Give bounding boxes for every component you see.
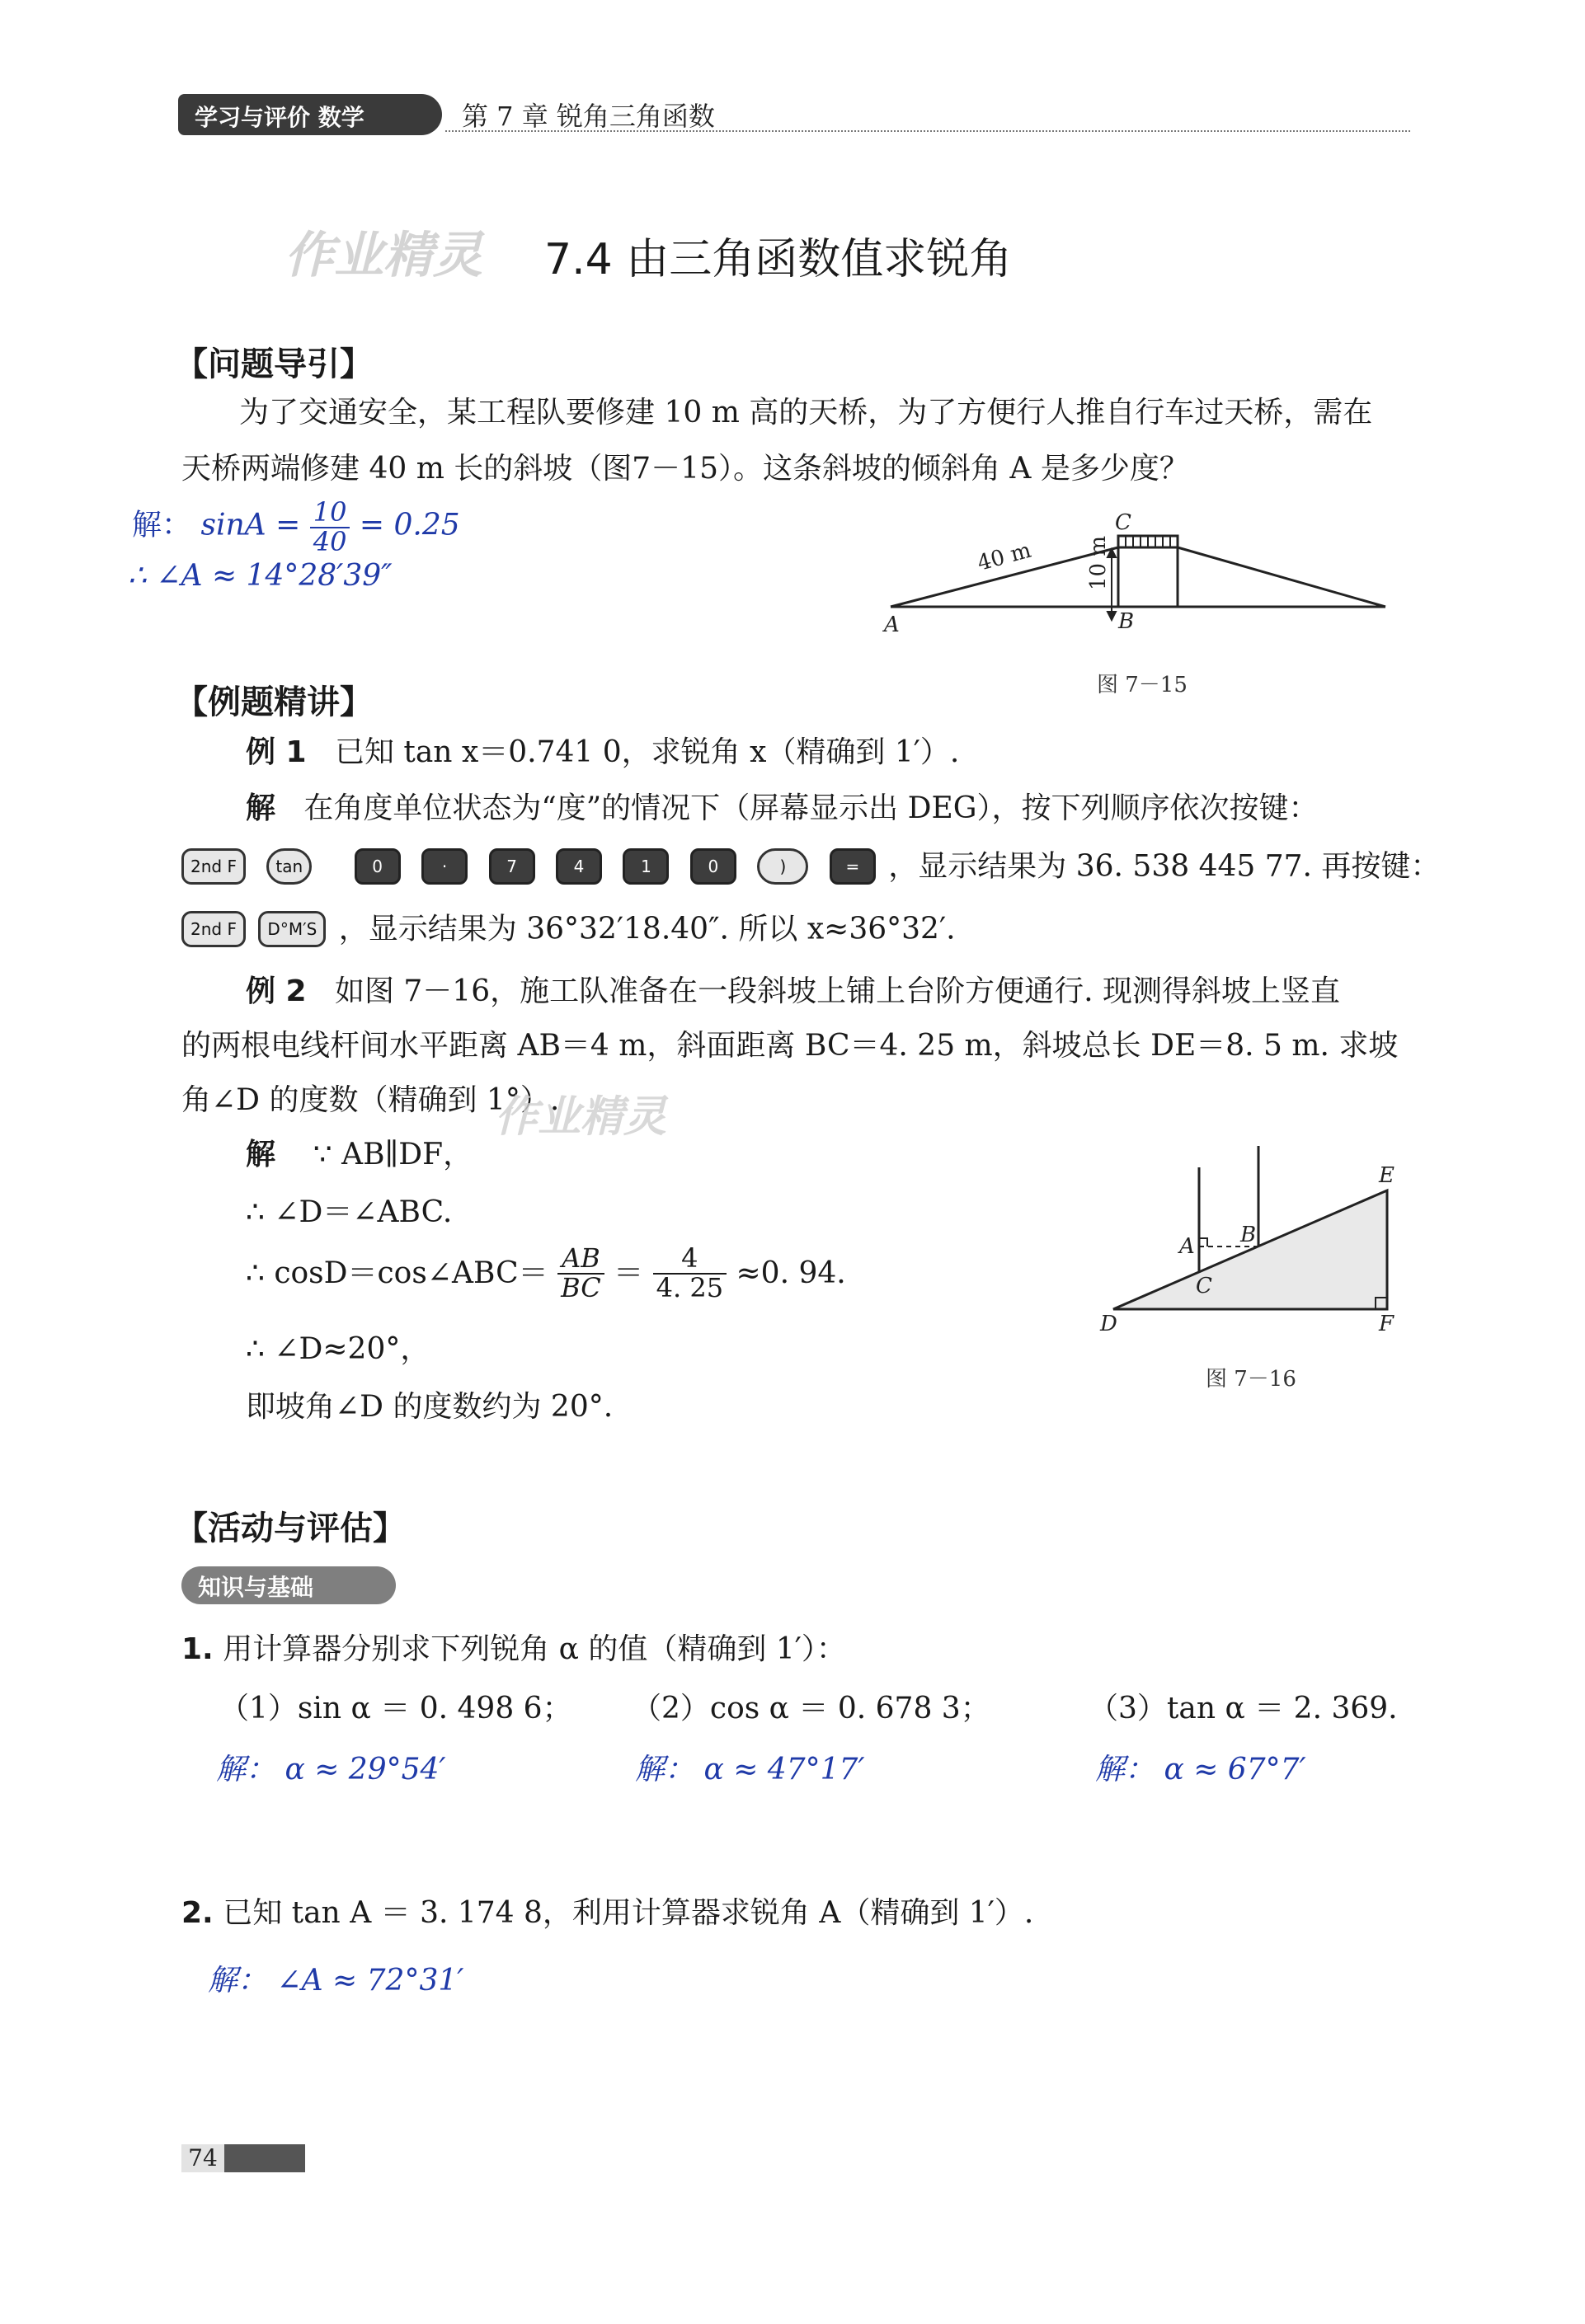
label-c: C — [1115, 510, 1131, 535]
key-0: 0 — [355, 848, 401, 885]
key-4: 4 — [556, 848, 602, 885]
question-2-answer: 解： ∠A ≈ 72°31′ — [208, 1964, 464, 1998]
section-heading-activity: 【活动与评估】 — [175, 1509, 406, 1547]
section-title: 7.4 由三角函数值求锐角 — [544, 235, 1013, 284]
label-f: F — [1379, 1312, 1395, 1336]
right-slope — [1178, 547, 1385, 607]
problem-line-1: 为了交通安全，某工程队要修建 10 m 高的天桥，为了方便行人推自行车过天桥，需在 — [239, 396, 1373, 430]
header-badge — [178, 94, 442, 135]
figure-7-15 — [874, 505, 1402, 653]
answer-fraction — [310, 496, 350, 557]
question-2-number: 2. — [181, 1896, 214, 1930]
label-d: D — [1100, 1312, 1117, 1336]
basic-badge-text: 知识与基础 — [198, 1574, 314, 1601]
solution-step-5: 即坡角∠D 的度数约为 20°. — [246, 1390, 614, 1424]
figure-7-16 — [1089, 1146, 1418, 1344]
key-7: 7 — [489, 848, 535, 885]
key-2ndf: 2nd F — [181, 848, 246, 885]
key-tan: tan — [266, 848, 312, 885]
page-number: 74 — [181, 2144, 224, 2172]
key-close-paren: ) — [757, 848, 808, 885]
answer-angle-a: ∴ ∠A ≈ 14°28′39″ — [128, 559, 393, 593]
problem-line-2: 天桥两端修建 40 m 长的斜坡（图7－15）。这条斜坡的倾斜角 A 是多少度？ — [181, 452, 1189, 486]
fraction-4: 4 — [653, 1245, 727, 1275]
header-rule — [445, 130, 1410, 132]
example-1-solution-label: 解 — [246, 791, 276, 825]
label-a: A — [1179, 1234, 1195, 1259]
fraction-numerator: 10 — [310, 499, 350, 528]
label-c: C — [1196, 1274, 1212, 1298]
solution-step-4: ∴ ∠D≈20°， — [246, 1332, 430, 1366]
fraction-ab: AB — [557, 1245, 604, 1275]
body-watermark: 作业精灵 — [495, 1092, 667, 1142]
label-b: B — [1118, 609, 1135, 634]
solution-step-3-pre: ∴ cosD＝cos∠ABC＝ — [246, 1256, 548, 1291]
fraction-denominator: 40 — [313, 525, 347, 557]
solution-step-1: ∵ AB∥DF， — [313, 1138, 473, 1171]
key-0-second: 0 — [690, 848, 736, 885]
question-1-answer-1: 解： α ≈ 29°54′ — [216, 1753, 446, 1786]
figure-7-16-caption: 图 7－16 — [1206, 1367, 1296, 1392]
answer-prefix: 解： — [132, 508, 192, 542]
example-2-label: 例 2 — [246, 974, 307, 1008]
slope-triangle — [1113, 1190, 1387, 1309]
section-heading-example: 【例题精讲】 — [175, 683, 373, 721]
figure-7-15-caption: 图 7－15 — [1097, 673, 1188, 697]
question-1-answer-2: 解： α ≈ 47°17′ — [635, 1753, 865, 1786]
label-10m: 10 m — [1086, 535, 1111, 590]
question-1-answer-3: 解： α ≈ 67°7′ — [1095, 1753, 1306, 1786]
fraction-bc: BC — [561, 1271, 601, 1303]
bridge-pier — [1118, 547, 1178, 607]
basic-badge — [181, 1566, 396, 1604]
example-2-line-3: 角∠D 的度数（精确到 1°）. — [181, 1083, 560, 1117]
answer-sin-a — [132, 496, 460, 557]
header-badge-text: 学习与评价 数学 — [195, 104, 365, 131]
solution-step-3-post: ≈0. 94. — [736, 1256, 846, 1291]
label-b: B — [1240, 1223, 1257, 1247]
key-sequence-1-result: ，显示结果为 36. 538 445 77. 再按键： — [888, 849, 1441, 884]
example-2-solution-label: 解 — [246, 1138, 276, 1171]
question-1-item-3: （3）tan α ＝ 2. 369. — [1089, 1692, 1398, 1725]
title-watermark: 作业精灵 — [285, 227, 482, 284]
question-2-text: 已知 tan A ＝ 3. 174 8，利用计算器求锐角 A（精确到 1′）. — [223, 1896, 1034, 1930]
example-2-line-2: 的两根电线杆间水平距离 AB＝4 m，斜面距离 BC＝4. 25 m，斜坡总长 DE＝8. 5 m. 求坡 — [181, 1029, 1399, 1063]
example-2-text-1: 如图 7－16，施工队准备在一段斜坡上铺上台阶方便通行. 现测得斜坡上竖直 — [334, 974, 1340, 1008]
solution-step-3 — [246, 1242, 846, 1303]
example-1-solution — [246, 790, 1319, 827]
label-a: A — [884, 613, 900, 637]
label-e: E — [1379, 1163, 1395, 1188]
key-1: 1 — [623, 848, 669, 885]
key-dms: D°M′S — [258, 911, 326, 947]
railing-bars — [1126, 536, 1170, 547]
example-1-text: 已知 tan x＝0.741 0，求锐角 x（精确到 1′）. — [334, 735, 960, 769]
question-1-item-1: （1）sin α ＝ 0. 498 6； — [219, 1692, 572, 1725]
key-equals: = — [830, 848, 876, 885]
fraction-4-425 — [653, 1242, 727, 1303]
example-1 — [246, 734, 959, 771]
key-sequence-2-result: ，显示结果为 36°32′18.40″. 所以 x≈36°32′. — [338, 912, 956, 946]
key-sequence-2 — [181, 908, 956, 948]
key-dot: · — [421, 848, 468, 885]
section-heading-intro: 【问题导引】 — [175, 345, 373, 383]
key-2ndf-second: 2nd F — [181, 911, 246, 947]
example-2-line-1 — [246, 973, 1340, 1010]
example-1-solution-text: 在角度单位状态为“度”的情况下（屏幕显示出 DEG），按下列顺序依次按键： — [303, 791, 1319, 825]
question-1-item-2: （2）cos α ＝ 0. 678 3； — [632, 1692, 990, 1725]
question-1-number: 1. — [181, 1632, 214, 1666]
answer-sin-expr: sinA = — [200, 508, 301, 542]
question-2 — [181, 1894, 1033, 1932]
header-chapter: 第 7 章 锐角三角函数 — [462, 101, 715, 132]
solution-label-row — [246, 1136, 473, 1173]
fraction-425: 4. 25 — [656, 1271, 724, 1303]
solution-step-2: ∴ ∠D＝∠ABC. — [246, 1195, 453, 1229]
example-1-label: 例 1 — [246, 735, 307, 769]
question-1-text: 用计算器分别求下列锐角 α 的值（精确到 1′）： — [223, 1632, 846, 1666]
solution-step-3-eq: ＝ — [614, 1256, 644, 1291]
answer-result: = 0.25 — [359, 508, 460, 542]
page-number-bar — [181, 2144, 305, 2172]
key-sequence-1 — [181, 846, 1440, 885]
fraction-ab-bc — [557, 1242, 604, 1303]
label-40m: 40 m — [975, 538, 1034, 576]
question-1 — [181, 1631, 846, 1668]
